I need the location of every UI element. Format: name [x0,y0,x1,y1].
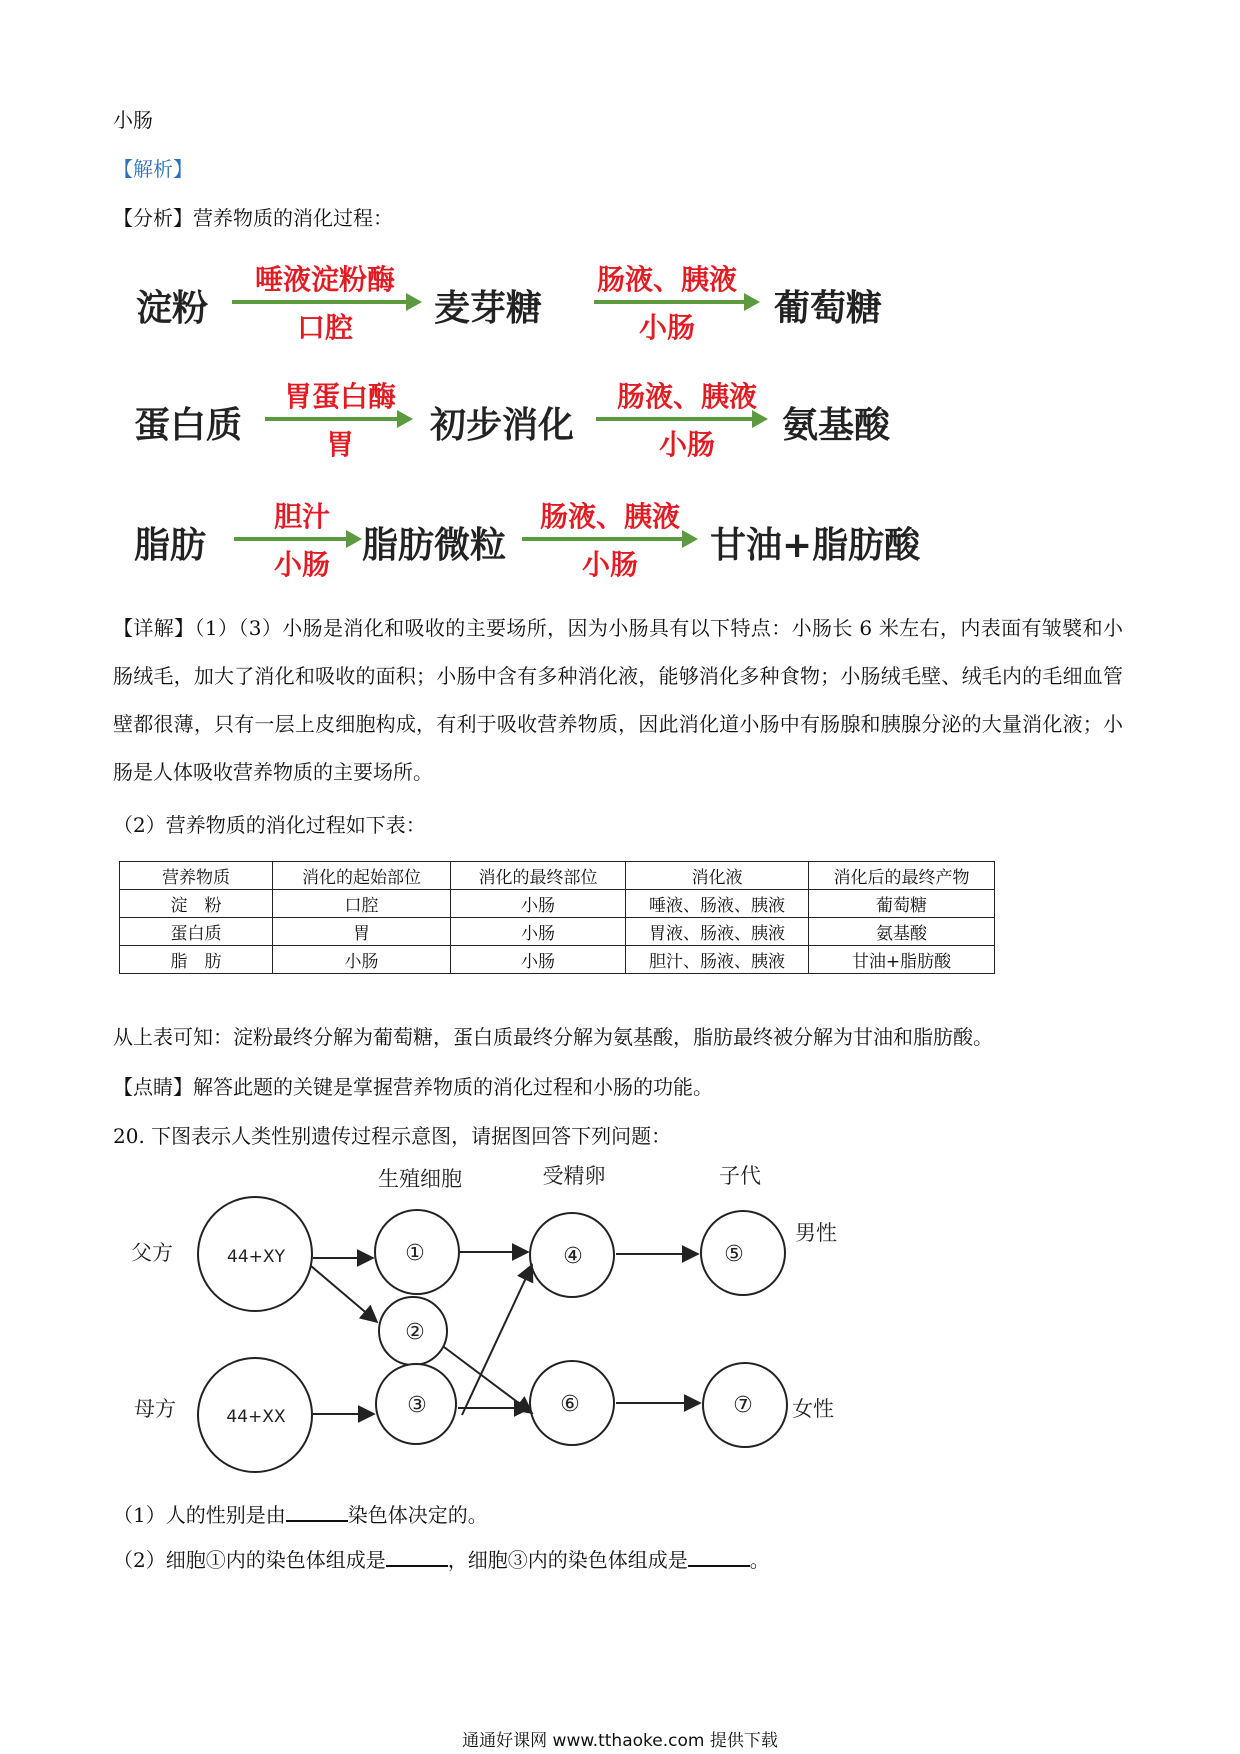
intermediate-label: 脂肪微粒 [362,525,507,566]
sub-question-1-end: 染色体决定的。 [347,1503,488,1527]
page-footer: 通通好课网 www.tthaoke.com 提供下载 [462,1731,778,1751]
table-header-row [120,862,995,890]
table-cell: 小肠 [273,946,451,974]
enzyme-label: 肠液、胰液 [539,500,680,533]
intermediate-label: 初步消化 [430,405,575,446]
table-cell: 胃液、肠液、胰液 [626,918,809,946]
substance-label: 蛋白质 [134,405,243,446]
gamete-1-number: ① [405,1241,425,1266]
detail-label: 【详解】 [113,616,195,640]
enzyme-label: 肠液、胰液 [596,263,737,296]
offspring-5-number: ⑤ [724,1242,744,1267]
question-20: 20. 下图表示人类性别遗传过程示意图，请据图回答下列问题： [113,1124,672,1148]
substance-label: 脂肪 [134,525,207,566]
zygote-column-label: 受精卵 [542,1164,606,1188]
table-row [120,890,995,918]
product-label: 氨基酸 [782,405,891,446]
arrow [596,417,754,421]
arrow [265,417,399,421]
table-cell: 胆汁、肠液、胰液 [626,946,809,974]
table-cell: 胃 [273,918,451,946]
table-cell: 小肠 [451,946,626,974]
sub-question-2-text-c: 。 [749,1548,770,1572]
table-header-cell: 消化的最终部位 [451,862,626,890]
enzyme-label: 唾液淀粉酶 [254,263,395,296]
father-label: 父方 [131,1241,173,1265]
site-label: 口腔 [296,311,353,344]
sub-question-1 [113,1500,488,1527]
key-point-label: 【点睛】 [113,1075,193,1099]
table-cell: 小肠 [451,918,626,946]
offspring-7-number: ⑦ [733,1393,753,1418]
arrow [234,537,348,541]
arrow [522,537,684,541]
enzyme-label: 胃蛋白酶 [283,380,396,413]
answer-text: 小肠 [113,108,153,132]
heredity-diagram [0,1150,1240,1480]
analysis-label: 【分析】 [113,206,193,230]
sub-question-2 [113,1545,770,1572]
detail-text: （1）（3）小肠是消化和吸收的主要场所，因为小肠具有以下特点：小肠长 6 米左右，内表面有皱襞和小肠绒毛，加大了消化和吸收的面积；小肠中含有多种消化液，能够消化多种食物；小肠绒毛壁、绒毛内的毛细血管壁都很薄，只有一层上皮细胞构成，有利于吸收营养物质，因此消化道小肠中有肠腺和胰腺分泌的大量消化液；小肠是人体吸收营养物质的主要场所。 [113,616,1123,784]
table-intro: （2）营养物质的消化过程如下表： [113,813,426,837]
key-point-line [113,1075,713,1099]
substance-label: 淀粉 [136,288,209,329]
gamete-column-label: 生殖细胞 [378,1167,462,1191]
female-label: 女性 [792,1397,834,1421]
table-cell: 淀 粉 [120,890,273,918]
gamete-2-number: ② [405,1320,425,1345]
table-header-cell: 消化液 [626,862,809,890]
analysis-text: 营养物质的消化过程： [193,206,393,230]
table-header-cell: 消化的起始部位 [273,862,451,890]
father-genotype: 44+XY [227,1247,285,1267]
site-label: 胃 [325,428,354,461]
product-label: 甘油+脂肪酸 [710,525,921,566]
answer-blank[interactable] [286,1500,348,1522]
zygote-4-number: ④ [563,1244,583,1269]
site-label: 小肠 [273,548,330,581]
key-point-text: 解答此题的关键是掌握营养物质的消化过程和小肠的功能。 [193,1075,713,1099]
table-cell: 唾液、肠液、胰液 [626,890,809,918]
arrow [594,300,746,304]
intermediate-label: 麦芽糖 [434,288,543,329]
table-cell: 蛋白质 [120,918,273,946]
digestion-table [119,861,995,974]
male-label: 男性 [795,1221,837,1245]
table-cell: 脂 肪 [120,946,273,974]
site-label: 小肠 [638,311,695,344]
product-label: 葡萄糖 [774,288,883,329]
sub-question-2-text-a: （2）细胞①内的染色体组成是 [113,1548,386,1572]
zygote-6-number: ⑥ [560,1392,580,1417]
table-cell: 口腔 [273,890,451,918]
table-row [120,918,995,946]
mother-label: 母方 [134,1397,176,1421]
table-cell: 小肠 [451,890,626,918]
table-cell: 葡萄糖 [809,890,995,918]
conclusion-text: 从上表可知：淀粉最终分解为葡萄糖，蛋白质最终分解为氨基酸，脂肪最终被分解为甘油和脂肪酸。 [113,1025,993,1049]
arrow [232,300,408,304]
answer-blank[interactable] [688,1545,750,1567]
table-cell: 氨基酸 [809,918,995,946]
enzyme-label: 肠液、胰液 [616,380,757,413]
sub-question-2-text-b: ，细胞③内的染色体组成是 [447,1548,688,1572]
analysis-line [113,206,393,230]
jiexi-label: 【解析】 [113,157,193,181]
offspring-column-label: 子代 [719,1164,761,1188]
sub-question-1-text: （1）人的性别是由 [113,1503,286,1527]
site-label: 小肠 [658,428,715,461]
table-header-cell: 消化后的最终产物 [809,862,995,890]
detail-paragraph [113,604,1123,796]
answer-blank[interactable] [386,1545,448,1567]
enzyme-label: 胆汁 [273,500,330,533]
mother-genotype: 44+XX [226,1407,286,1427]
table-row [120,946,995,974]
gamete-3-number: ③ [407,1393,427,1418]
heredity-arrows [311,1252,700,1415]
site-label: 小肠 [581,548,638,581]
table-cell: 甘油+脂肪酸 [809,946,995,974]
table-header-cell: 营养物质 [120,862,273,890]
